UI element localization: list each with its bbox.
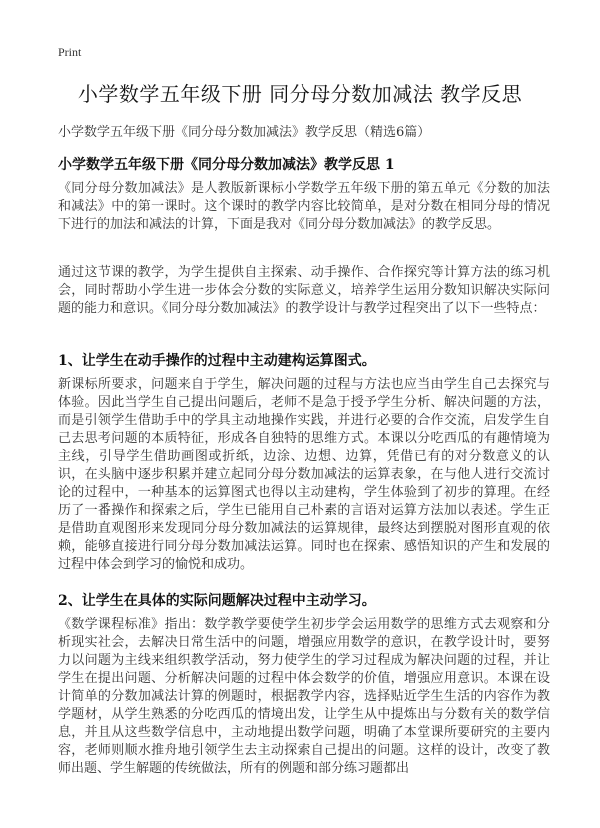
subheading-2: 2、让学生在具体的实际问题解决过程中主动学习。 bbox=[58, 593, 376, 609]
paragraph-features: 通过这节课的教学，为学生提供自主探索、动手操作、合作探究等计算方法的练习机会，同时帮助小学生进一步体会分数的实际意义，培养学生运用分数知识解决实际问题的能力和意识。《同分母分数加减法》的教学设计与教学过程突出了以下一些特点： bbox=[58, 265, 550, 316]
paragraph-standards: 《数学课程标准》指出：数学教学要使学生初步学会运用数学的思维方式去观察和分析现实社会，去解决日常生活中的问题，增强应用数学的意识，在教学设计时，要努力以问题为主线来组织教学活动，努力使学生的学习过程成为解决问题的过程，并让学生在提出问题、分析解决问题的过程中体会数学的价值，增强应用意识。本课在设计简单的分数加减法计算的例题时，根据教学内容，选择贴近学生生活的内容作为教学题材，从学生熟悉的分吃西瓜的情境出发，让学生从中提炼出与分数有关的数学信息，并且从这些数学信息中，主动地提出数学问题，明确了本堂课所要研究的主要内容，老师则顺水推舟地引领学生去主动探索自己提出的问题。这样的设计，改变了教师出题、学生解题的传统做法，所有的例题和部分练习题都出 bbox=[58, 617, 550, 776]
section-heading-1: 小学数学五年级下册《同分母分数加减法》教学反思 1 bbox=[58, 157, 395, 173]
subheading-1: 1、让学生在动手操作的过程中主动建构运算图式。 bbox=[58, 353, 376, 369]
paragraph-intro: 《同分母分数加减法》是人教版新课标小学数学五年级下册的第五单元《分数的加法和减法》中的第一课时。这个课时的教学内容比较简单，是对分数在相同分母的情况下进行的加法和减法的计算，下面是我对《同分母分数加减法》的教学反思。 bbox=[58, 181, 550, 232]
document-subtitle: 小学数学五年级下册《同分母分数加减法》教学反思（精选6篇） bbox=[58, 125, 431, 140]
print-label[interactable]: Print bbox=[58, 45, 82, 59]
document-title: 小学数学五年级下册 同分母分数加减法 教学反思 bbox=[77, 82, 523, 106]
paragraph-operation: 新课标所要求，问题来自于学生，解决问题的过程与方法也应当由学生自己去探究与体验。因此当学生自己提出问题后，老师不是急于授予学生分析、解决问题的方法，而是引领学生借助手中的学具主动地操作实践，并进行必要的合作交流，启发学生自己去思考问题的本质特征，形成各自独特的思维方式。本课以分吃西瓜的有趣情境为主线，引导学生借助画图或折纸，边涂、边想、边算，凭借已有的对分数意义的认识，在头脑中逐步积累并建立起同分母分数加减法的运算表象，在与他人进行交流讨论的过程中，一种基本的运算图式也得以主动建构，学生体验到了初步的算理。在经历了一番操作和探索之后，学生已能用自己朴素的言语对运算方法加以表述。学生正是借助直观图形来发现同分母分数加减法的运算规律，最终达到摆脱对图形直观的依赖，能够直接进行同分母分数加减法运算。同时也在探索、感悟知识的产生和发展的过程中体会到学习的愉悦和成功。 bbox=[58, 377, 550, 572]
